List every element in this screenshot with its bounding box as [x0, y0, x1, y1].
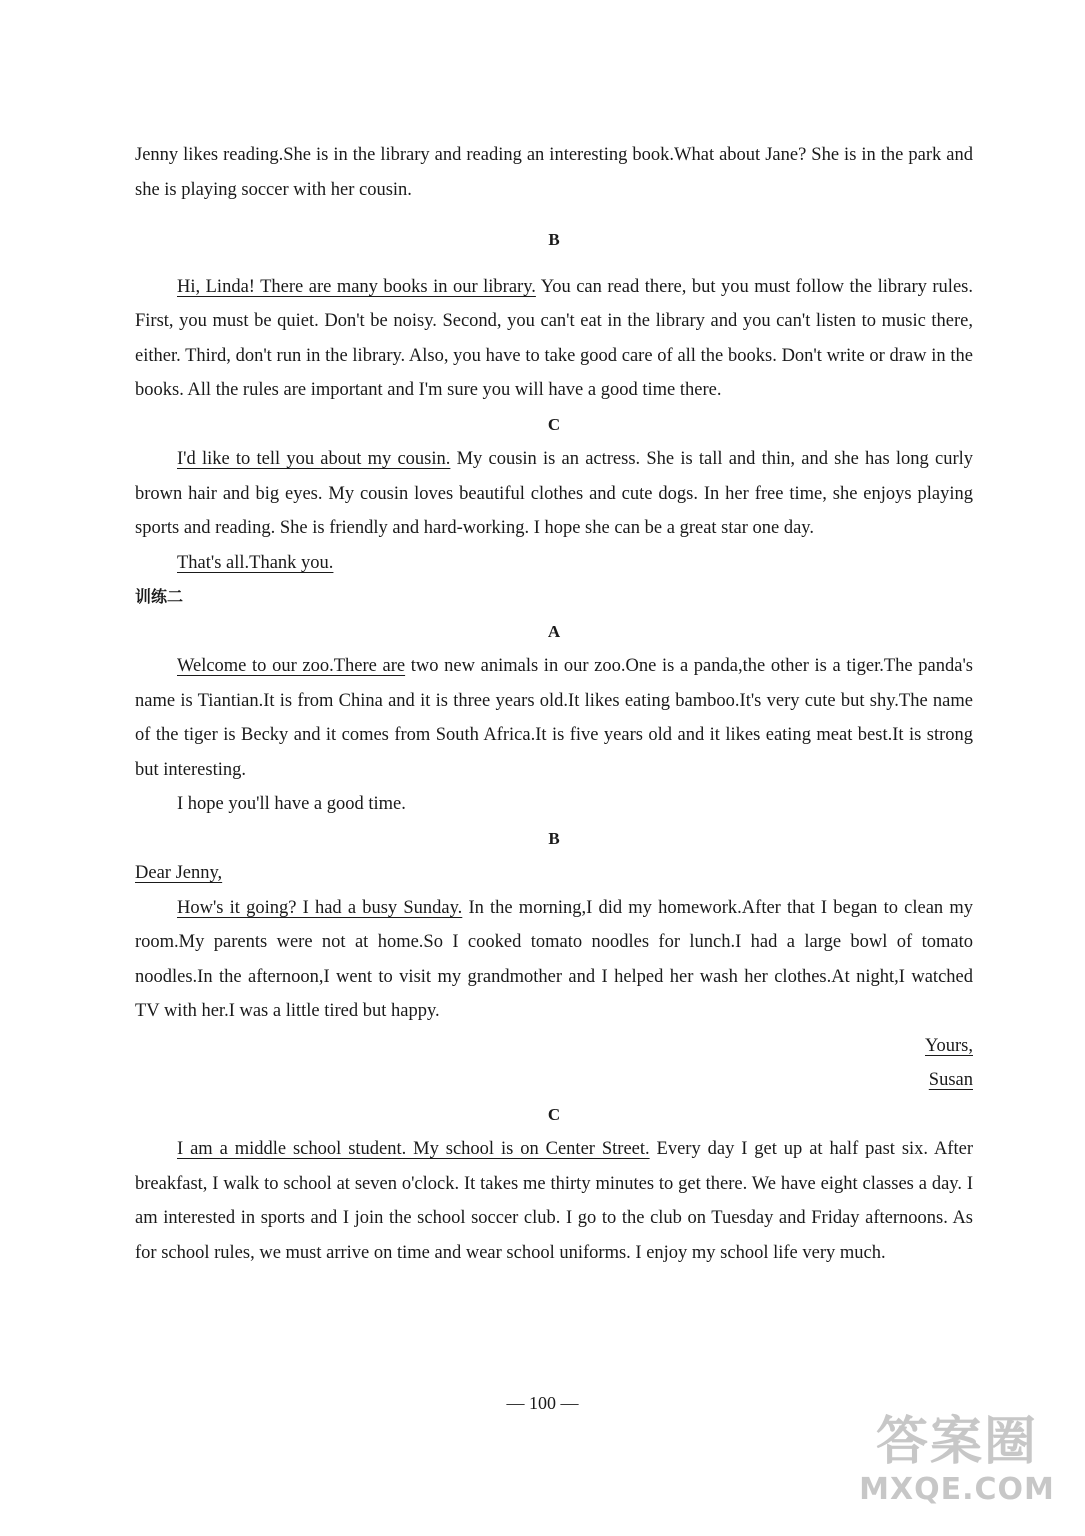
training-label: 训练二: [135, 587, 184, 606]
closing-line: [135, 546, 973, 581]
letter-signature: [135, 1063, 973, 1098]
paragraph-body: two new animals in our zoo.One is a panda,the other is a tiger.The panda's name is Tiantian.It is from China and it is three years old.It likes eating bamboo.It's very cute but shy.The name of the tiger is Becky and it comes from South Africa.It is five years old and it likes eating meat best.It is strong but interesting.: [135, 656, 973, 780]
letter-signoff: [135, 1029, 973, 1064]
section-heading-b: B: [548, 230, 560, 249]
paragraph-library: [135, 270, 973, 408]
paragraph-cousin: [135, 442, 973, 546]
underlined-sentence: Welcome to our zoo.There are: [177, 656, 406, 676]
watermark-logo: [847, 1412, 1067, 1522]
section-heading-c2: C: [547, 1104, 561, 1124]
underlined-salutation: Dear Jenny,: [135, 863, 223, 883]
paragraph-zoo: [135, 649, 973, 787]
paragraph-body: In the morning,I did my homework.After that I began to clean my room.My parents were not at home.So I cooked tomato noodles for lunch.I had a large bowl of tomato noodles.In the afternoon,I went to visit my grandmother and I helped her wash her clothes.At night,I watched TV with her.I was a little tired but happy.: [135, 897, 973, 1021]
watermark-cn: 答案圈: [875, 1412, 1038, 1472]
paragraph-school: [135, 1132, 973, 1270]
paragraph-jenny: Jenny likes reading.She is in the library and reading an interesting book.What about Jane? She is in the park and she is playing soccer with her cousin.: [135, 145, 973, 200]
section-heading-c: C: [547, 414, 561, 434]
underlined-sentence: I'd like to tell you about my cousin.: [177, 449, 451, 469]
underlined-closing: That's all.Thank you.: [177, 552, 334, 573]
watermark-en: MXQE.COM: [859, 1472, 1055, 1507]
paragraph-sunday: [135, 891, 973, 1029]
underlined-signoff: Yours,: [925, 1035, 973, 1056]
underlined-signature: Susan: [928, 1070, 973, 1090]
paragraph-body: Every day I get up at half past six. After breakfast, I walk to school at seven o'clock. It takes me thirty minutes to get there. We have eight classes a day. I am interested in sports and I join the school soccer club. I go to the club on Tuesday and Friday afternoons. As for school rules, we must arrive on time and wear school uniforms. I enjoy my school life very much.: [135, 1139, 973, 1263]
letter-salutation: [135, 856, 973, 891]
section-heading-b2: B: [548, 828, 560, 848]
paragraph-body: You can read there, but you must follow the library rules. First, you must be quiet. Don't be noisy. Second, you can't eat in the library and you can't listen to music there, either. Third, don't run in the library. Also, you have to take good care of all the books. Don't write or draw in the books. All the rules are important and I'm sure you will have a good time there.: [135, 276, 973, 400]
answer-text: [135, 138, 973, 1270]
underlined-sentence: I am a middle school student. My school is on Center Street.: [177, 1139, 650, 1159]
closing-line: I hope you'll have a good time.: [177, 794, 406, 814]
underlined-sentence: How's it going? I had a busy Sunday.: [177, 897, 463, 918]
underlined-sentence: Hi, Linda! There are many books in our library.: [177, 276, 536, 297]
section-heading-a: A: [547, 621, 561, 641]
paragraph-body: My cousin is an actress. She is tall and thin, and she has long curly brown hair and big eyes. My cousin loves beautiful clothes and cute dogs. In her free time, she enjoys playing sports and reading. She is friendly and hard-working. I hope she can be a great star one day.: [135, 449, 973, 538]
page-number: — 100 —: [506, 1393, 579, 1413]
